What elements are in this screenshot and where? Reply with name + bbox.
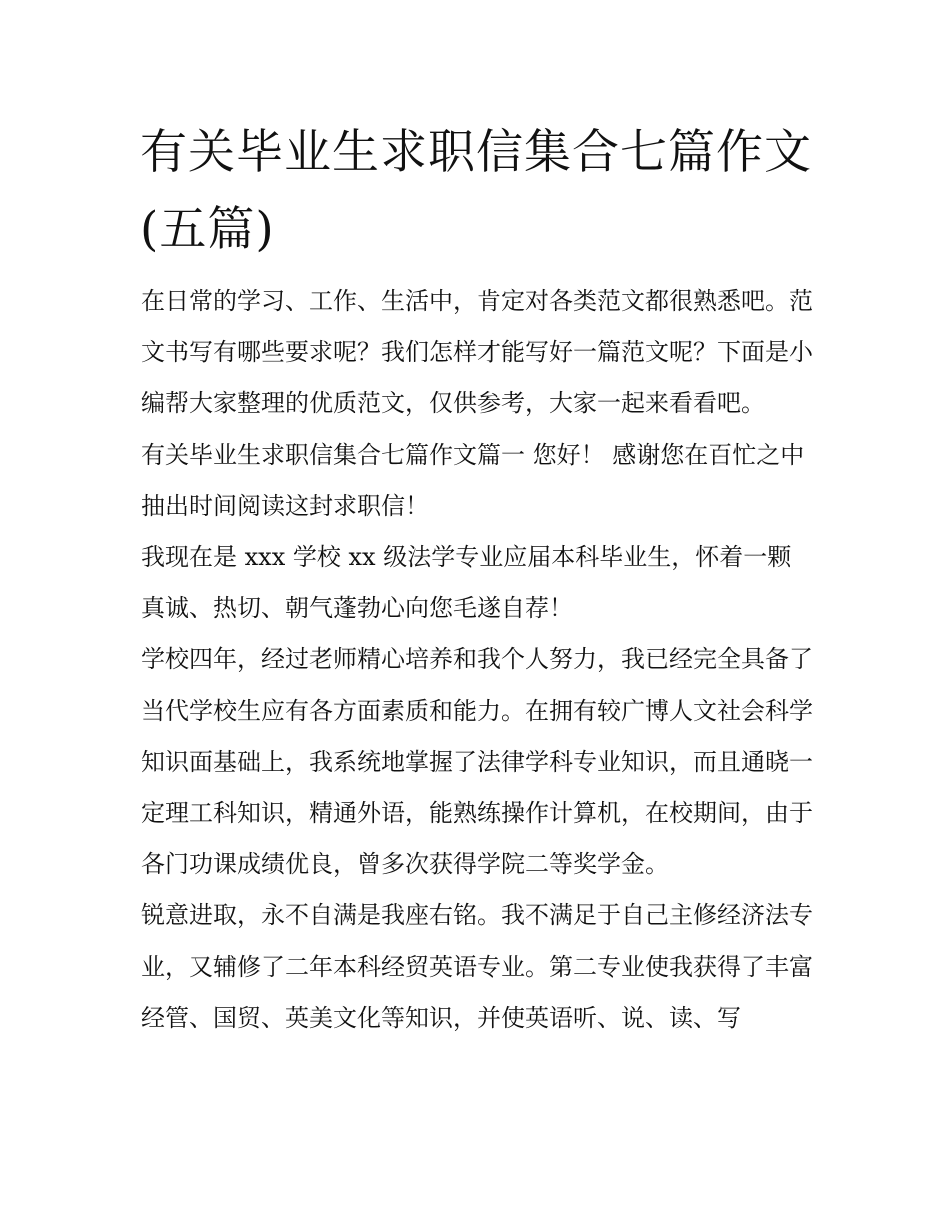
paragraph-intro: 在日常的学习、工作、生活中，肯定对各类范文都很熟悉吧。范文书写有哪些要求呢？我们怎样才能写好一篇范文呢？下面是小编帮大家整理的优质范文，仅供参考，大家一起来看看吧。 [141,287,813,418]
paragraph-education: 学校四年，经过老师精心培养和我个人努力，我已经完全具备了当代学校生应有各方面素质和能力。在拥有较广博人文社会科学知识面基础上，我系统地掌握了法律学科专业知识，而且通晓一定理工科知识，精通外语，能熟练操作计算机，在校期间，由于各门功课成绩优良，曾多次获得学院二等奖学金。 [141,645,813,879]
paragraph-self-introduction: 我现在是 xxx 学校 xx 级法学专业应届本科毕业生，怀着一颗真诚、热切、朝气蓬勃心向您毛遂自荐！ [141,543,792,623]
paragraph-motto: 锐意进取，永不自满是我座右铭。我不满足于自己主修经济法专业，又辅修了二年本科经贸英语专业。第二专业使我获得了丰富经管、国贸、英美文化等知识，并使英语听、说、读、写 [141,901,813,1032]
document-body [141,276,813,1044]
document-title: 有关毕业生求职信集合七篇作文(五篇) [140,125,812,257]
paragraph-greeting: 有关毕业生求职信集合七篇作文篇一 您好！ 感谢您在百忙之中抽出时间阅读这封求职信！ [141,440,805,520]
